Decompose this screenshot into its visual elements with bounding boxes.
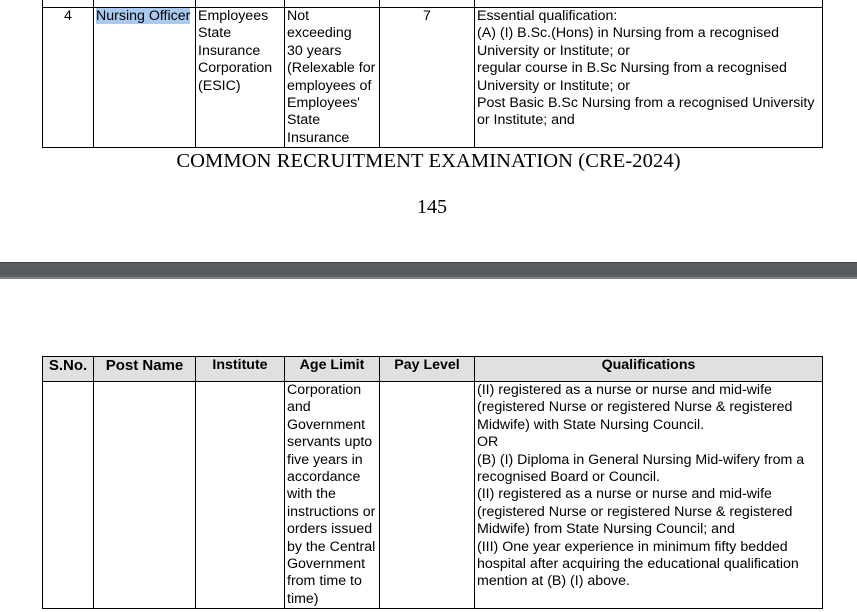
recruitment-table-top: [42, 0, 823, 148]
header-qualifications: Qualifications: [475, 357, 823, 382]
age-limit-cell: Corporation and Government servants upto five years in accordance with the instructions or orders issued by the Central Government from time to time): [285, 382, 380, 609]
page-separator: [0, 262, 857, 280]
footer-title: COMMON RECRUITMENT EXAMINATION (CRE-2024): [176, 150, 681, 172]
table-row: [43, 382, 823, 609]
pay-level-cell: [380, 382, 475, 609]
header-age-limit: Age Limit: [285, 357, 380, 382]
table-row: [43, 0, 823, 8]
page-number: 145: [417, 196, 447, 218]
header-sno: S.No.: [43, 357, 94, 382]
post-name-cell: [94, 8, 196, 148]
header-post-name: Post Name: [94, 357, 196, 382]
pay-level-cell: 7: [380, 8, 475, 148]
pdf-page-upper: [0, 0, 857, 262]
pdf-page-lower: [0, 279, 857, 612]
table-row: [43, 8, 823, 148]
header-pay-level: Pay Level: [380, 357, 475, 382]
sno-cell: [43, 382, 94, 609]
institute-cell: Employees State Insurance Corporation (ESIC): [196, 8, 285, 148]
table-header-row: [43, 357, 823, 382]
highlighted-text[interactable]: Nursing Officer: [96, 8, 191, 24]
qualifications-cell: Essential qualification: (A) (I) B.Sc.(Hons) in Nursing from a recognised University or Institute; or regular course in B.Sc Nursing from a recognised University or Institute; or Post Basic B.Sc Nursing from a recognised University or Institute; and: [475, 8, 823, 148]
age-limit-cell: Not exceeding 30 years (Relexable for employees of Employees' State Insurance: [285, 8, 380, 148]
qualifications-cell: (II) registered as a nurse or nurse and mid-wife (registered Nurse or registered Nurse & registered Midwife) with State Nursing Council. OR (B) (I) Diploma in General Nursing Mid-wifery from a recognised Board or Council. (II) registered as a nurse or nurse and mid-wife (registered Nurse or registered Nurse & registered Midwife) from State Nursing Council; and (III) One year experience in minimum fifty bedded hospital after acquiring the educational qualification mention at (B) (I) above.: [475, 382, 823, 609]
sno-cell: 4: [43, 8, 94, 148]
header-institute: Institute: [196, 357, 285, 382]
recruitment-table-continued: [42, 356, 823, 609]
post-name-cell: [94, 382, 196, 609]
institute-cell: [196, 382, 285, 609]
